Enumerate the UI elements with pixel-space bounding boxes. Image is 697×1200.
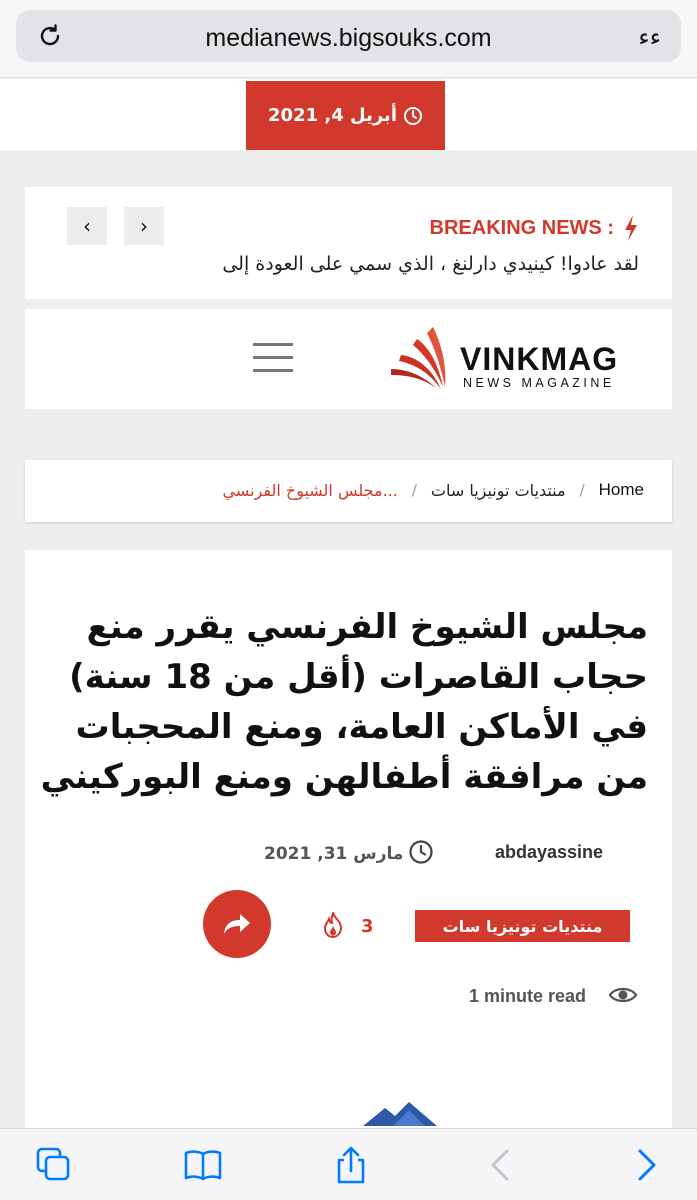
tabs-icon[interactable]: [34, 1145, 74, 1185]
clock-icon: [408, 839, 434, 865]
browser-toolbar: [0, 1128, 697, 1200]
share-arrow-icon: [222, 912, 252, 936]
news-ticker-link[interactable]: لقد عادوا! كينيدي دارلنغ ، الذي سمي على العودة إلى: [222, 253, 639, 275]
fire-count: 3: [361, 916, 374, 937]
menu-icon[interactable]: [253, 343, 293, 373]
breadcrumb-separator: /: [411, 481, 417, 499]
forward-icon[interactable]: [626, 1145, 666, 1185]
chevron-left-icon: ‹: [83, 214, 91, 238]
article-title: مجلس الشيوخ الفرنسي يقرر منع حجاب القاصرات (أقل من 18 سنة) في الأماكن العامة، ومنع المحجبات من مرافقة أطفالهن ومنع البوركيني: [40, 607, 648, 797]
breadcrumb-home-link[interactable]: Home: [598, 480, 644, 499]
article-date: مارس 31, 2021: [264, 844, 404, 864]
url-text[interactable]: medianews.bigsouks.com: [205, 24, 492, 52]
author-link[interactable]: abdayassine: [494, 842, 603, 862]
share-icon[interactable]: [331, 1145, 371, 1185]
ticker-prev-button[interactable]: [67, 207, 107, 245]
breadcrumb-separator: /: [579, 481, 585, 499]
date-box: [246, 81, 445, 150]
article-card: [25, 550, 672, 1200]
ticker-next-button[interactable]: [124, 207, 164, 245]
chevron-right-icon: ›: [140, 214, 148, 238]
breaking-news-card: [25, 187, 672, 299]
read-time: 1 minute read: [469, 986, 587, 1006]
breadcrumb: [25, 460, 672, 522]
logo-tagline: NEWS MAGAZINE: [463, 376, 615, 390]
bolt-icon: [622, 214, 640, 242]
bookmarks-icon[interactable]: [183, 1145, 223, 1185]
browser-address-area: [0, 0, 697, 78]
logo-name[interactable]: VINKMAG: [460, 341, 619, 377]
back-icon[interactable]: [481, 1145, 521, 1185]
category-badge[interactable]: منتديات تونيزيا سات: [415, 910, 630, 942]
eye-icon: [608, 985, 638, 1005]
logo-mark-icon[interactable]: [387, 325, 459, 391]
breaking-news-title: BREAKING NEWS :: [429, 217, 614, 239]
article-image: [363, 1102, 437, 1126]
share-button[interactable]: [203, 890, 271, 958]
clock-icon: [403, 106, 423, 126]
current-date: أبريل 4, 2021: [268, 105, 397, 126]
address-bar[interactable]: [16, 10, 681, 62]
header-card: [25, 309, 672, 409]
text-size-button[interactable]: ﺀﺀ: [638, 23, 661, 51]
fire-icon: [321, 912, 345, 938]
breadcrumb-current: مجلس الشيوخ الفرنسي...: [222, 480, 398, 500]
breadcrumb-category-link[interactable]: منتديات تونيزيا سات: [430, 480, 566, 500]
